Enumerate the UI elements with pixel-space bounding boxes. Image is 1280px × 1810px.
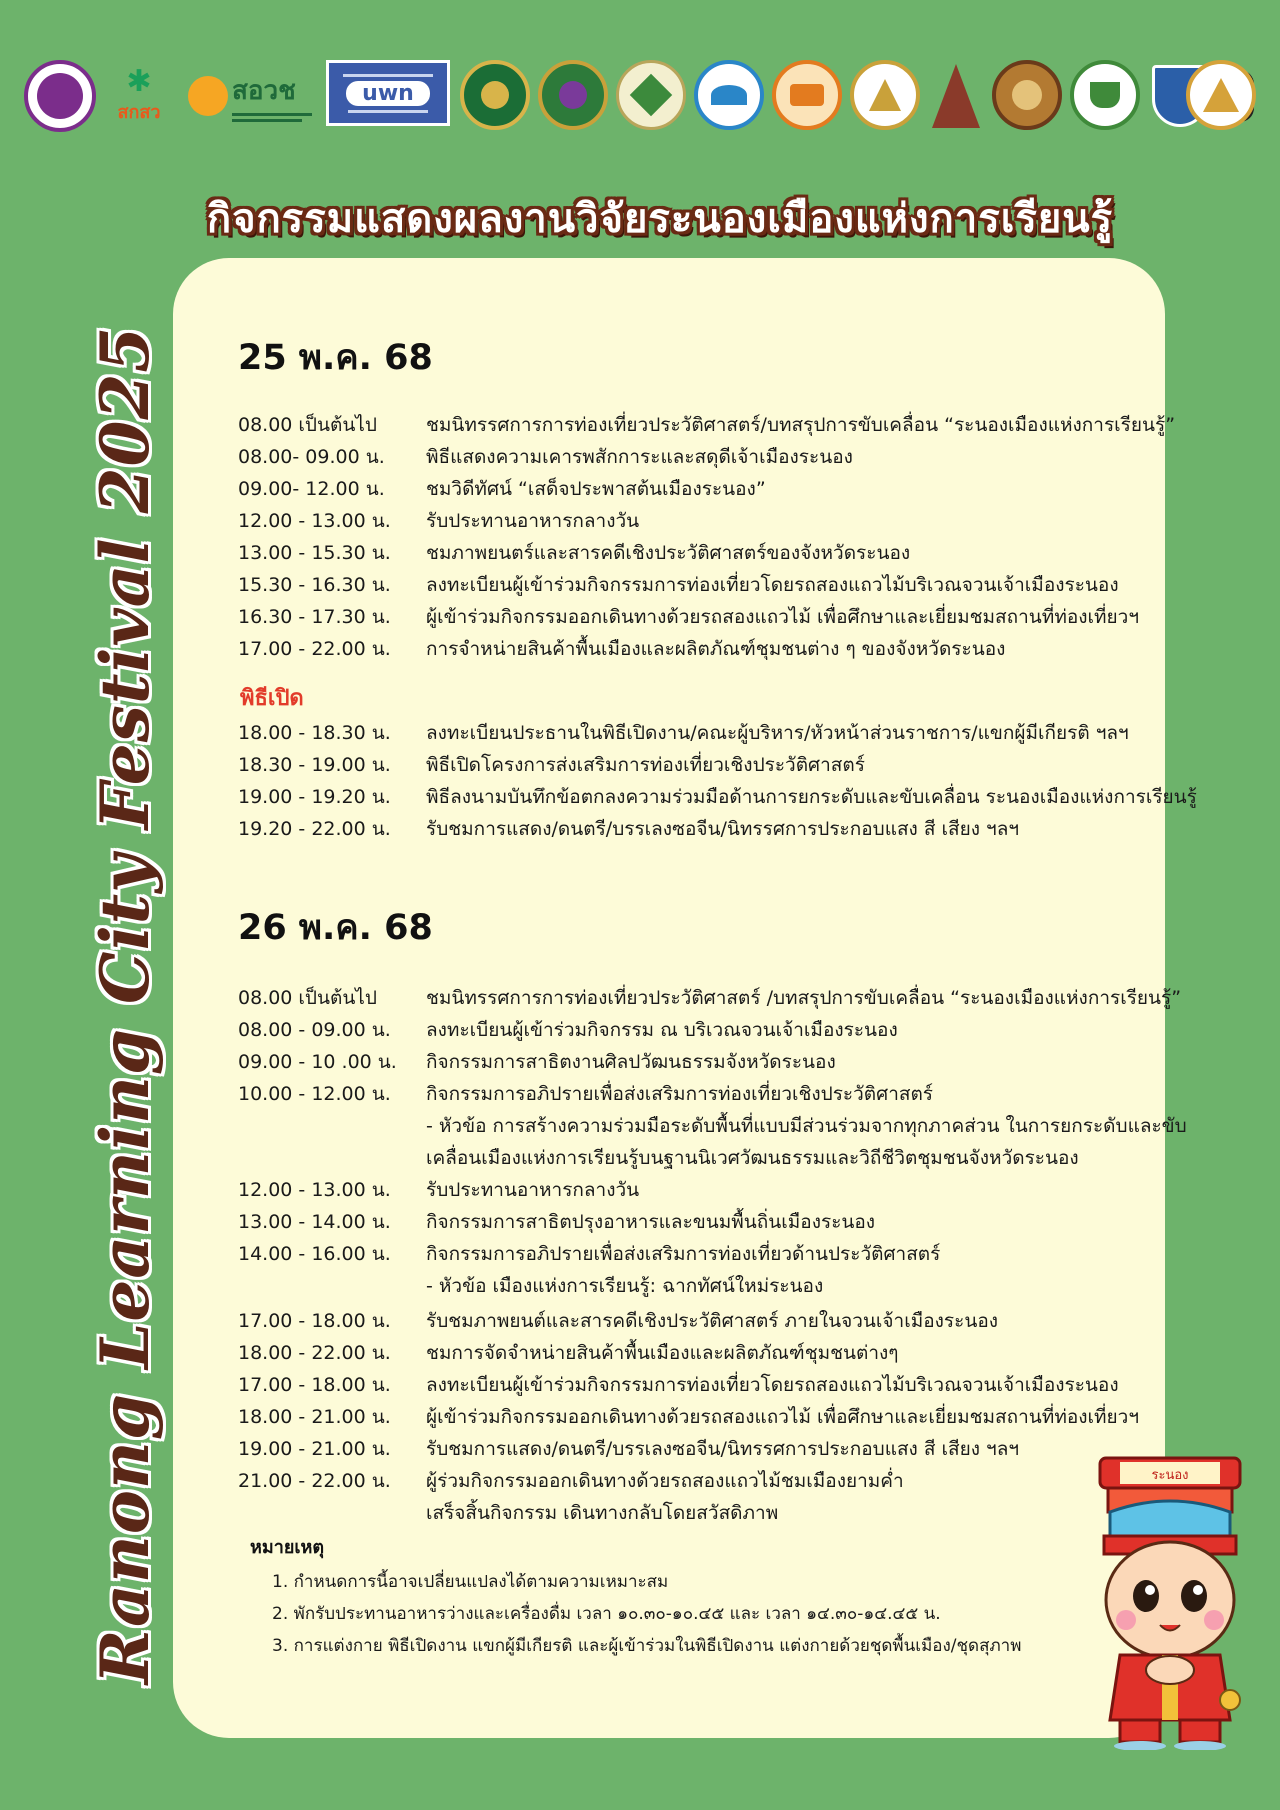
partner-logos: [24, 60, 1256, 140]
logo-5: [460, 60, 530, 130]
logo-16: [1186, 60, 1256, 130]
logo-7: [616, 60, 686, 130]
logo-4: uwn: [326, 60, 450, 126]
note-item: 2. พักรับประทานอาหารว่างและเครื่องดื่ม เวลา ๑๐.๓๐-๑๐.๔๕ และ เวลา ๑๔.๓๐-๑๔.๔๕ น.: [272, 1604, 941, 1624]
notes-title: หมายเหตุ: [250, 1537, 325, 1558]
event-headline: กิจกรรมแสดงผลงานวิจัยระนองเมืองแห่งการเรียนรู้: [206, 196, 1114, 242]
logo-12: [992, 60, 1062, 130]
logo-6: [538, 60, 608, 130]
festival-vertical-title: Ranong Learning City Festival 2025: [86, 325, 164, 1685]
note-item: 1. กำหนดการนี้อาจเปลี่ยนแปลงได้ตามความเหมาะสม: [272, 1572, 669, 1592]
logo-8: [694, 60, 764, 130]
logo-2: ✱ สกสว: [117, 63, 161, 123]
day1-date: 25 พ.ค. 68: [238, 338, 433, 378]
logo-13: [1070, 60, 1140, 130]
logo-10: [850, 60, 920, 130]
logo-1: [24, 60, 96, 132]
logo-3: สอวช: [184, 60, 316, 132]
note-item: 3. การแต่งกาย พิธีเปิดงาน แขกผู้มีเกียรติ และผู้เข้าร่วมในพิธีเปิดงาน แต่งกายด้วยชุดพื้นเมือง/ชุดสุภาพ: [272, 1636, 1022, 1656]
logo-11: [928, 60, 984, 132]
mascot-illustration: [1080, 1450, 1260, 1750]
logo-9: [772, 60, 842, 130]
day2-date: 26 พ.ค. 68: [238, 908, 433, 948]
mascot-sign-text: ระนอง: [1151, 1468, 1189, 1483]
opening-ceremony-label: พิธีเปิด: [240, 686, 304, 711]
